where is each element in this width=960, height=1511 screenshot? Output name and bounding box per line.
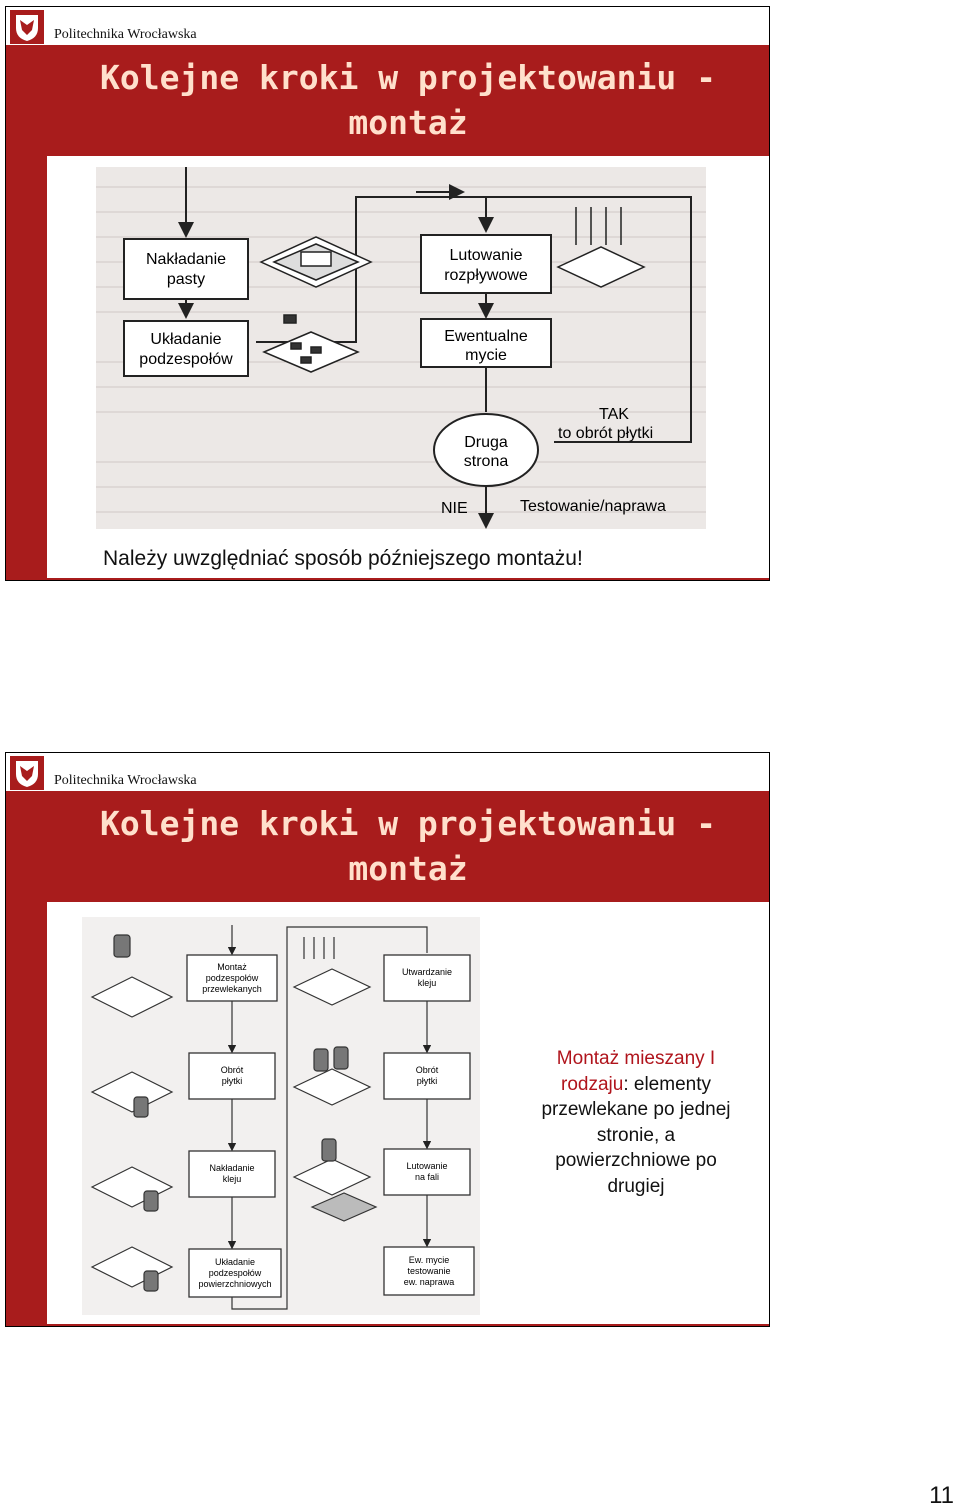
- smd-label-1: Układanie: [214, 1257, 256, 1267]
- description-text-5: drugiej: [607, 1175, 665, 1197]
- reflow-step-label: Lutowanie: [449, 247, 523, 264]
- decision-label: Druga: [464, 434, 508, 451]
- left-bar: [6, 791, 47, 1326]
- page-number: 11: [929, 1482, 954, 1509]
- title-line-2: montaż: [348, 849, 468, 888]
- flip2-label-2: płytki: [416, 1076, 438, 1086]
- glue-label-2: kleju: [222, 1174, 242, 1184]
- left-bar: [6, 45, 47, 580]
- no-label: NIE: [441, 500, 468, 517]
- slide-1-caption: Należy uwzględniać sposób późniejszego montażu!: [103, 547, 583, 570]
- university-name: Politechnika Wrocławska: [54, 773, 197, 788]
- yes-label: TAK: [599, 406, 629, 423]
- cleaning-step-label-2: mycie: [465, 347, 507, 364]
- test-label: Testowanie/naprawa: [520, 498, 666, 515]
- bottom-line: [46, 578, 769, 580]
- tht-label-2: podzespołów: [205, 973, 259, 983]
- placement-step-label-2: podzespołów: [139, 351, 233, 368]
- bottom-line: [46, 1324, 769, 1326]
- clean-label-3: ew. naprawa: [403, 1277, 455, 1287]
- reflow-step-box: [421, 235, 551, 293]
- flip2-label-1: Obrót: [415, 1065, 439, 1075]
- reflow-step-label-2: rozpływowe: [444, 267, 528, 284]
- placement-step-label: Układanie: [150, 331, 222, 348]
- paste-step-label-2: pasty: [166, 271, 206, 288]
- smd-label-3: powierzchniowych: [198, 1279, 272, 1289]
- heat-arrows-icon: [558, 207, 644, 287]
- decision-label-2: strona: [463, 453, 509, 470]
- description-highlight-2: rodzaju: [561, 1073, 624, 1095]
- slide-title: [47, 45, 769, 156]
- clean-label-2: testowanie: [407, 1266, 451, 1276]
- flip-label-2: płytki: [221, 1076, 243, 1086]
- yes-label-2: to obrót płytki: [558, 425, 654, 442]
- title-line-1: Kolejne kroki w projektowaniu -: [100, 804, 716, 843]
- description-text-4: powierzchniowe po: [555, 1150, 717, 1171]
- slide-title: [47, 791, 769, 902]
- slide-2: [5, 752, 770, 1327]
- university-name: Politechnika Wrocławska: [54, 27, 197, 42]
- components-icon: [264, 315, 358, 372]
- smd-label-2: podzespołów: [208, 1268, 262, 1278]
- tht-label-1: Montaż: [217, 962, 247, 972]
- description-text-3: stronie, a: [596, 1124, 676, 1146]
- title-line-1: Kolejne kroki w projektowaniu -: [100, 58, 716, 97]
- reflow-flow-diagram: [96, 167, 706, 529]
- description-highlight: Montaż mieszany I: [556, 1048, 716, 1069]
- cleaning-step-label: Ewentualne: [444, 328, 528, 345]
- tht-label-3: przewlekanych: [202, 984, 262, 994]
- wave-label-2: na fali: [414, 1172, 440, 1182]
- stencil-icon: [261, 237, 371, 287]
- flip-label-1: Obrót: [220, 1065, 244, 1075]
- cure-label-2: kleju: [417, 978, 437, 988]
- mixed-assembly-description: [521, 1046, 751, 1199]
- clean-label-1: Ew. mycie: [408, 1255, 450, 1265]
- mixed-assembly-diagram: [82, 917, 480, 1315]
- university-logo-icon: [10, 756, 44, 790]
- university-logo-icon: [10, 10, 44, 44]
- glue-label-1: Nakładanie: [209, 1163, 255, 1173]
- description-text-1: : elementy: [623, 1073, 711, 1095]
- wave-label-1: Lutowanie: [406, 1161, 448, 1171]
- title-line-2: montaż: [348, 103, 468, 142]
- paste-step-label: Nakładanie: [145, 251, 227, 268]
- cure-label-1: Utwardzanie: [401, 967, 453, 977]
- slide-1: [5, 6, 770, 581]
- description-text-2: przewlekane po jednej: [541, 1099, 731, 1120]
- paste-step-box: [124, 239, 248, 299]
